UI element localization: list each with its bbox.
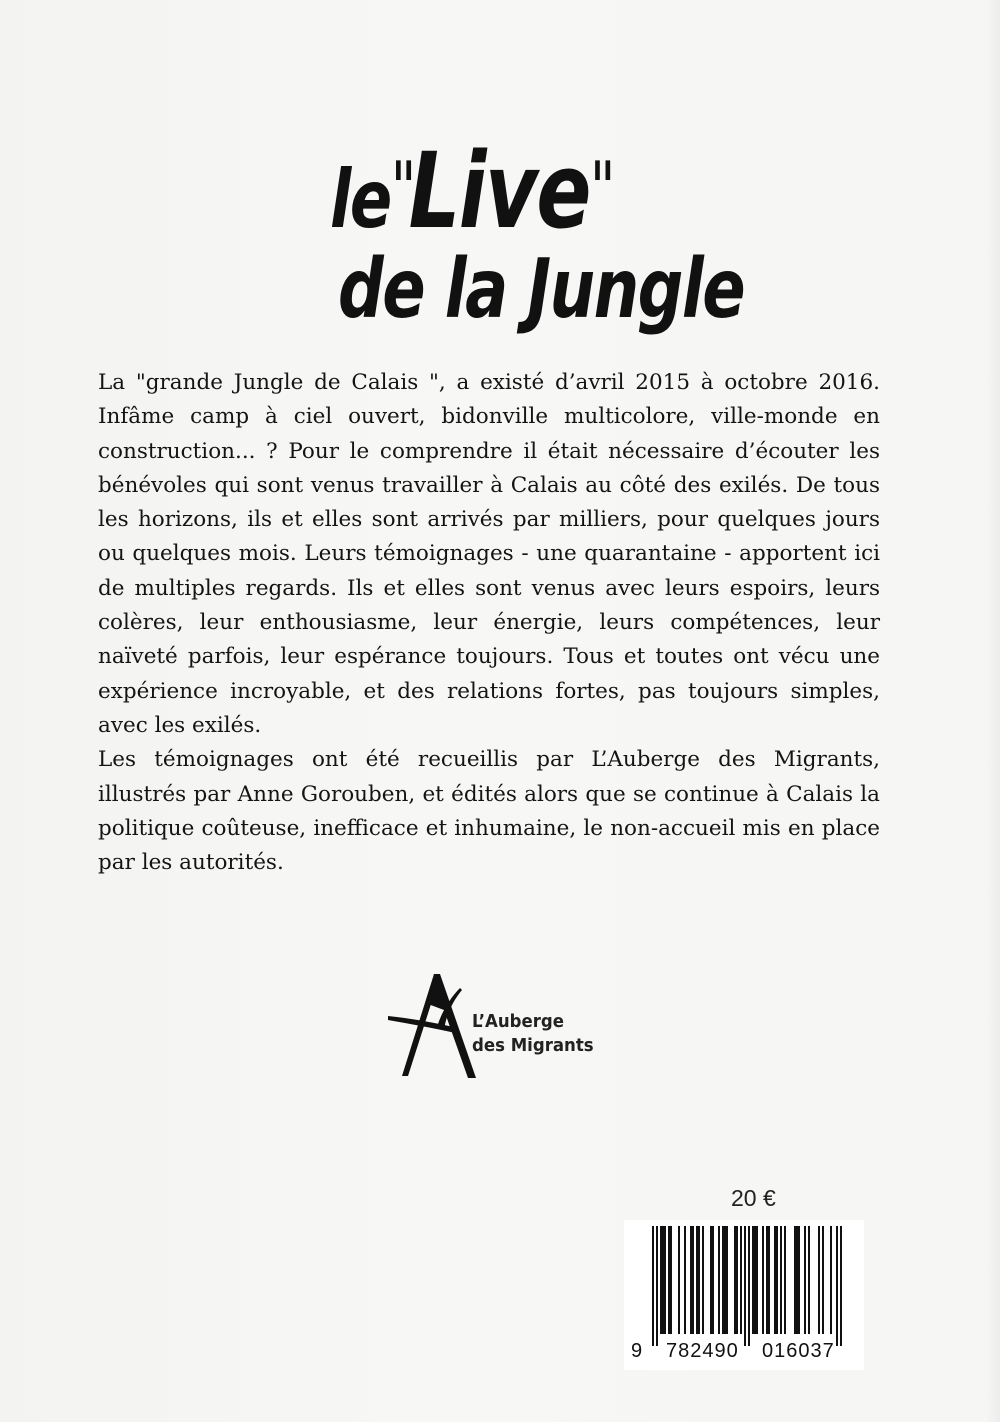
barcode-bar — [698, 1226, 700, 1334]
barcode-bar — [684, 1226, 686, 1334]
publisher-logo — [388, 972, 628, 1082]
barcode-bar — [656, 1226, 658, 1346]
barcode-bar — [678, 1226, 680, 1334]
barcode-bar — [774, 1226, 776, 1334]
barcode-bar — [736, 1226, 738, 1334]
barcode-bar — [798, 1226, 800, 1334]
barcode-bar — [702, 1226, 704, 1334]
title-line-1 — [330, 130, 608, 252]
barcode-bar — [830, 1226, 832, 1334]
barcode-bar — [794, 1226, 796, 1334]
barcode-bar — [756, 1226, 758, 1334]
barcode-digits-right: 016037 — [762, 1340, 835, 1362]
barcode-bar — [690, 1226, 692, 1334]
barcode-bar — [784, 1226, 786, 1334]
barcode-bar — [722, 1226, 724, 1334]
barcode-bar — [696, 1226, 698, 1334]
barcode-bar — [670, 1226, 672, 1334]
barcode-bar — [724, 1226, 726, 1334]
title-word-live: Live — [408, 130, 590, 252]
barcode-bar — [818, 1226, 820, 1334]
barcode-bar — [734, 1226, 736, 1334]
barcode-digits-left: 782490 — [666, 1340, 739, 1362]
barcode-bar — [808, 1226, 810, 1334]
title-open-quote: " — [390, 146, 409, 230]
barcode-bar — [660, 1226, 662, 1334]
price-label: 20 € — [731, 1185, 776, 1211]
barcode-bar — [766, 1226, 768, 1334]
barcode-bar — [712, 1226, 714, 1334]
barcode-bar — [748, 1226, 750, 1346]
barcode-bar — [744, 1226, 746, 1346]
publisher-name — [472, 1010, 594, 1058]
title-word-le: le — [330, 153, 391, 246]
publisher-name-line-1: L’Auberge — [472, 1011, 564, 1032]
barcode-bar — [662, 1226, 664, 1334]
barcode-bar — [718, 1226, 720, 1334]
blurb-paragraph-2: Les témoignages ont été recueillis par L’Auberge des Migrants, illustrés par Anne Gorouben, et édités alors que se continue à Calais la politique coûteuse, inefficace et inhumaine, le non-accueil mis en place par les autorités. — [98, 747, 880, 876]
barcode-bar — [692, 1226, 694, 1334]
barcode-bar — [664, 1226, 666, 1334]
barcode-bar — [780, 1226, 782, 1334]
barcode-bar — [822, 1226, 824, 1334]
publisher-name-line-2: des Migrants — [472, 1035, 594, 1056]
blurb-text — [98, 366, 880, 880]
barcode-bar — [726, 1226, 728, 1334]
isbn-barcode — [624, 1220, 864, 1370]
barcode-bar — [840, 1226, 842, 1346]
barcode-bar — [668, 1226, 670, 1334]
blurb-paragraph-1: La "grande Jungle de Calais ", a existé d’avril 2015 à octobre 2016. Infâme camp à ciel ouvert, bidonville multicolore, ville-monde en construction... ? Pour le comprendre il était nécessaire d’écouter les bénévoles qui sont venus travailler à Calais au côté des exilés. De tous les horizons, ils et elles sont arrivés par milliers, pour quelques jours ou quelques mois. Leurs témoignages - une quarantaine - apportent ici de multiples regards. Ils et elles sont venus avec leurs espoirs, leurs colères, leur enthousiasme, leur énergie, leurs compétences, leur naïveté parfois, leur espérance toujours. Tous et toutes ont vécu une expérience incroyable, et des relations fortes, pas toujours simples, avec les exilés. — [98, 370, 880, 738]
barcode-bar — [762, 1226, 764, 1334]
book-title — [0, 130, 1000, 350]
title-close-quote: " — [589, 146, 608, 230]
barcode-bar — [768, 1226, 770, 1334]
barcode-bar — [804, 1226, 806, 1334]
barcode-bar — [710, 1226, 712, 1334]
barcode-bar — [740, 1226, 742, 1334]
barcode-first-digit: 9 — [631, 1340, 643, 1362]
barcode-bar — [752, 1226, 754, 1334]
barcode-bar — [652, 1226, 654, 1346]
barcode-bar — [754, 1226, 756, 1334]
barcode-bar — [796, 1226, 798, 1334]
barcode-bar — [836, 1226, 838, 1346]
barcode-bar — [776, 1226, 778, 1334]
title-subtitle: de la Jungle — [338, 242, 745, 337]
